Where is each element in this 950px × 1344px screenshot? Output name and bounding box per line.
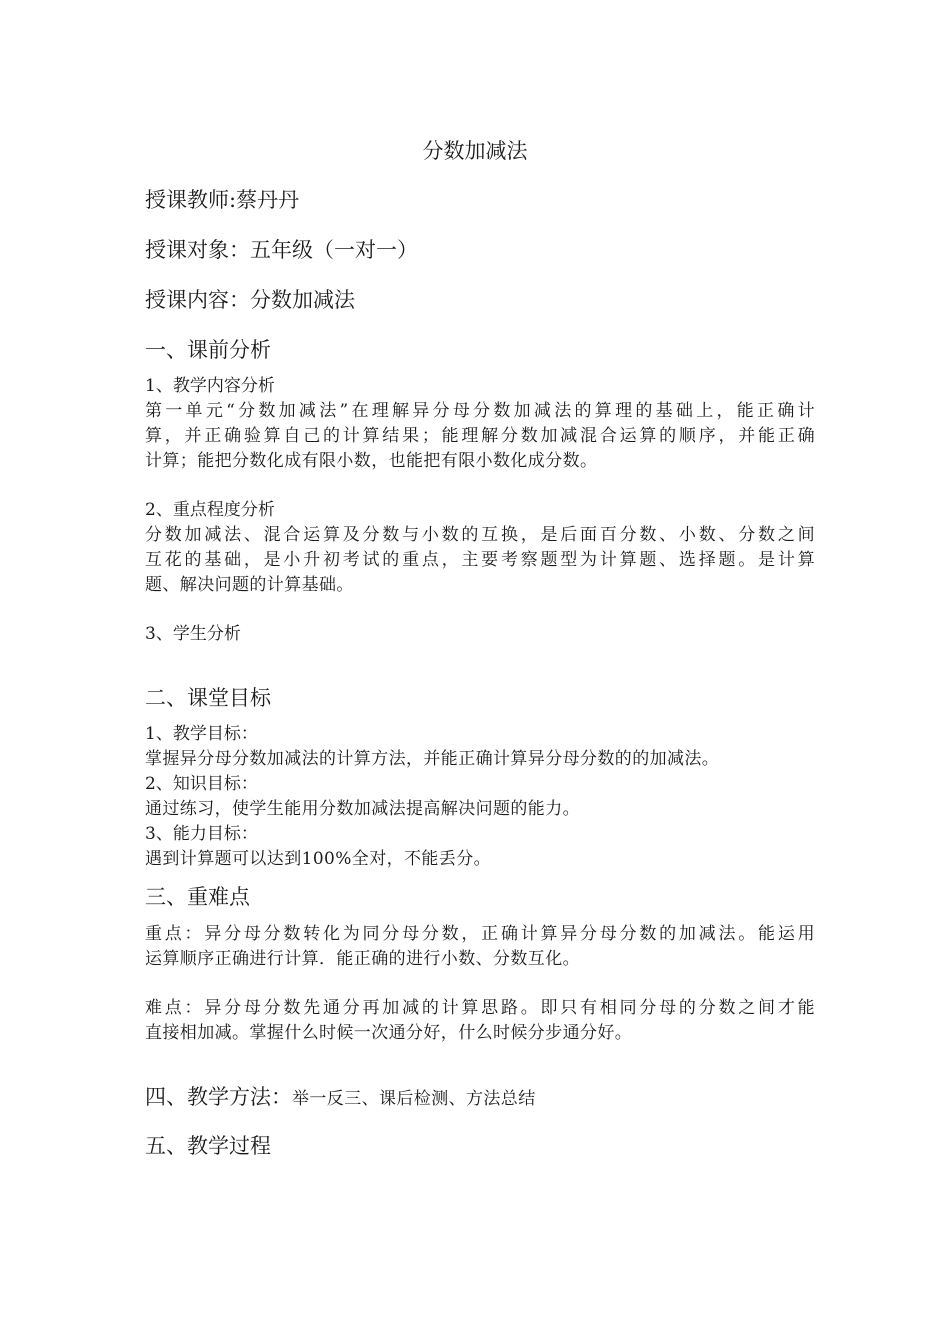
paragraph-line: 题、解决问题的计算基础。: [145, 575, 354, 595]
paragraph-line: 运算顺序正确进行计算．能正确的进行小数、分数互化。: [145, 949, 580, 969]
goal-label: 1、教学目标：: [145, 724, 258, 744]
paragraph-line: 重点：异分母分数转化为同分母分数，正确计算异分母分数的加减法。能运用: [145, 924, 815, 944]
goal-text: 掌握异分母分数加减法的计算方法，并能正确计算异分母分数的的加减法。: [145, 749, 720, 769]
goal-label: 2、知识目标：: [145, 774, 258, 794]
goal-label: 3、能力目标：: [145, 824, 258, 844]
content-line: 授课内容：分数加减法: [145, 288, 355, 312]
section-methods: [145, 1087, 815, 1108]
paragraph-line: 直接相加减。掌握什么时候一次通分好，什么时候分步通分好。: [145, 1023, 633, 1043]
subheading-key-analysis: 2、重点程度分析: [145, 500, 275, 520]
paragraph-line: 第一单元“分数加减法”在理解异分母分数加减法的算理的基础上，能正确计: [145, 401, 815, 421]
paragraph-line: 难点：异分母分数先通分再加减的计算思路。即只有相同分母的分数之间才能: [145, 998, 815, 1018]
paragraph-line: 计算；能把分数化成有限小数，也能把有限小数化成分数。: [145, 451, 598, 471]
section-heading-methods: 四、教学方法：: [145, 1085, 292, 1109]
audience-line: 授课对象：五年级（一对一）: [145, 238, 418, 262]
goal-text: 遇到计算题可以达到100%全对，不能丢分。: [145, 849, 492, 869]
paragraph-line: 算，并正确验算自己的计算结果；能理解分数加减混合运算的顺序，并能正确: [145, 426, 815, 446]
section-heading-goals: 二、课堂目标: [145, 686, 271, 710]
subheading-content-analysis: 1、教学内容分析: [145, 376, 275, 396]
paragraph-line: 分数加减法、混合运算及分数与小数的互换，是后面百分数、小数、分数之间: [145, 525, 815, 545]
section-heading-key-points: 三、重难点: [145, 885, 250, 909]
page-title: 分数加减法: [422, 139, 528, 163]
subheading-student-analysis: 3、学生分析: [145, 624, 241, 644]
section-heading-process: 五、教学过程: [145, 1134, 271, 1158]
teacher-line: 授课教师:蔡丹丹: [145, 188, 300, 212]
methods-text: 举一反三、课后检测、方法总结: [292, 1089, 536, 1109]
goal-text: 通过练习，使学生能用分数加减法提高解决问题的能力。: [145, 799, 580, 819]
paragraph-line: 互花的基础，是小升初考试的重点，主要考察题型为计算题、选择题。是计算: [145, 550, 815, 570]
section-heading-pre-analysis: 一、课前分析: [145, 338, 271, 362]
